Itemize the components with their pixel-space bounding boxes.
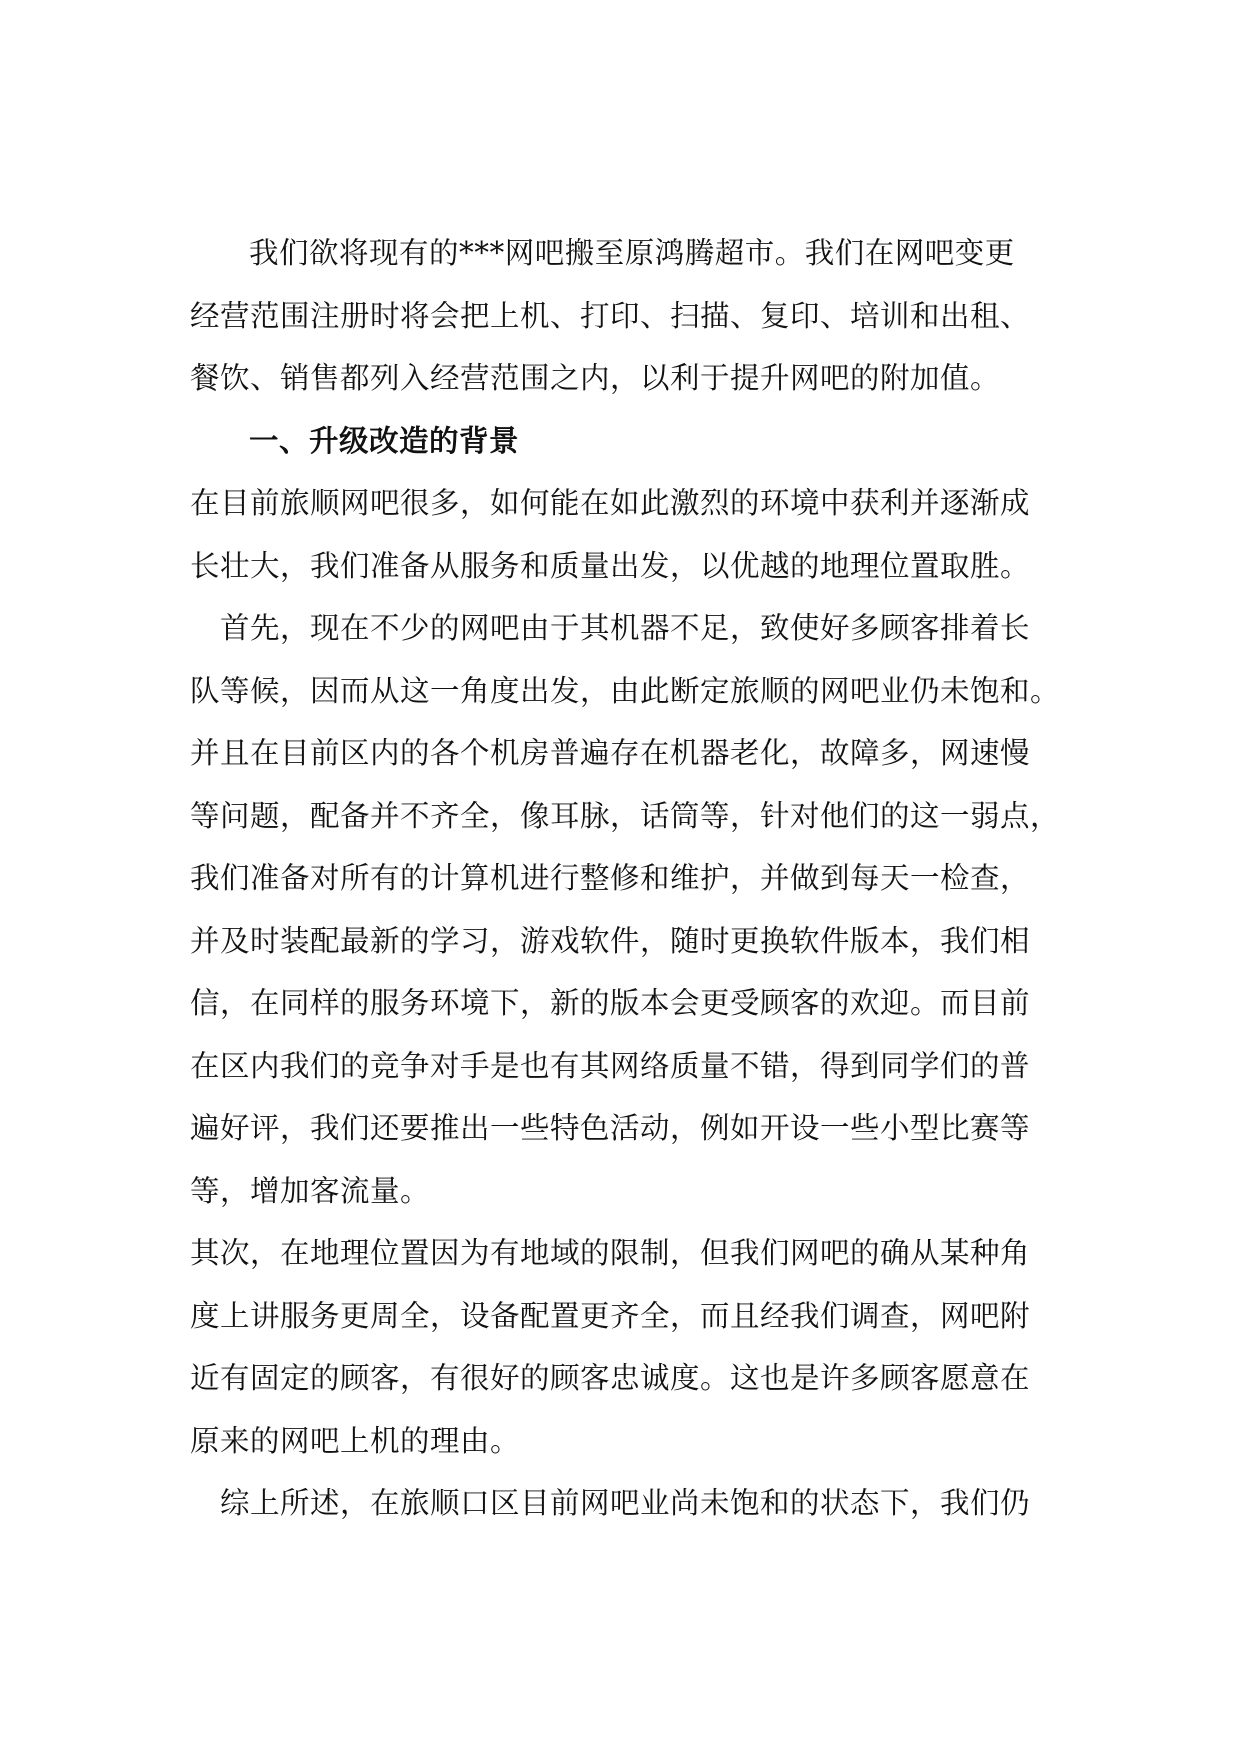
paragraph-line: 经营范围注册时将会把上机、打印、扫描、复印、培训和出租、 bbox=[190, 298, 1031, 333]
paragraph-line: 其次，在地理位置因为有地域的限制，但我们网吧的确从某种角 bbox=[190, 1236, 1031, 1270]
paragraph-line: 我们准备对所有的计算机进行整修和维护，并做到每天一检查， bbox=[190, 861, 1031, 895]
paragraph-line: 我们欲将现有的***网吧搬至原鸿腾超市。我们在网吧变更 bbox=[249, 236, 1015, 270]
paragraph-line: 在目前旅顺网吧很多，如何能在如此激烈的环境中获利并逐渐成 bbox=[190, 486, 1031, 520]
paragraph-line: 长壮大，我们准备从服务和质量出发，以优越的地理位置取胜。 bbox=[190, 548, 1031, 583]
paragraph-line: 原来的网吧上机的理由。 bbox=[190, 1423, 521, 1458]
paragraph-line: 综上所述，在旅顺口区目前网吧业尚未饱和的状态下，我们仍 bbox=[220, 1486, 1031, 1520]
paragraph-line: 信，在同样的服务环境下，新的版本会更受顾客的欢迎。而目前 bbox=[190, 986, 1031, 1020]
paragraph-line: 并及时装配最新的学习，游戏软件，随时更换软件版本，我们相 bbox=[190, 923, 1031, 958]
paragraph-line: 队等候，因而从这一角度出发，由此断定旅顺的网吧业仍未饱和。 bbox=[190, 673, 1061, 708]
paragraph-line: 餐饮、销售都列入经营范围之内，以利于提升网吧的附加值。 bbox=[190, 361, 1001, 395]
paragraph-line: 遍好评，我们还要推出一些特色活动，例如开设一些小型比赛等 bbox=[190, 1111, 1031, 1145]
paragraph-line: 在区内我们的竞争对手是也有其网络质量不错，得到同学们的普 bbox=[190, 1048, 1031, 1083]
paragraph-line: 首先，现在不少的网吧由于其机器不足，致使好多顾客排着长 bbox=[220, 611, 1031, 645]
paragraph-line: 等，增加客流量。 bbox=[190, 1173, 431, 1208]
document-body bbox=[190, 222, 1061, 1535]
section-heading: 一、升级改造的背景 bbox=[249, 423, 520, 458]
paragraph-line: 等问题，配备并不齐全，像耳脉，话筒等，针对他们的这一弱点， bbox=[190, 798, 1061, 833]
paragraph-line: 度上讲服务更周全，设备配置更齐全，而且经我们调查，网吧附 bbox=[190, 1298, 1031, 1333]
paragraph-line: 并且在目前区内的各个机房普遍存在机器老化，故障多，网速慢 bbox=[190, 736, 1031, 770]
paragraph-line: 近有固定的顾客，有很好的顾客忠诚度。这也是许多顾客愿意在 bbox=[190, 1361, 1031, 1395]
